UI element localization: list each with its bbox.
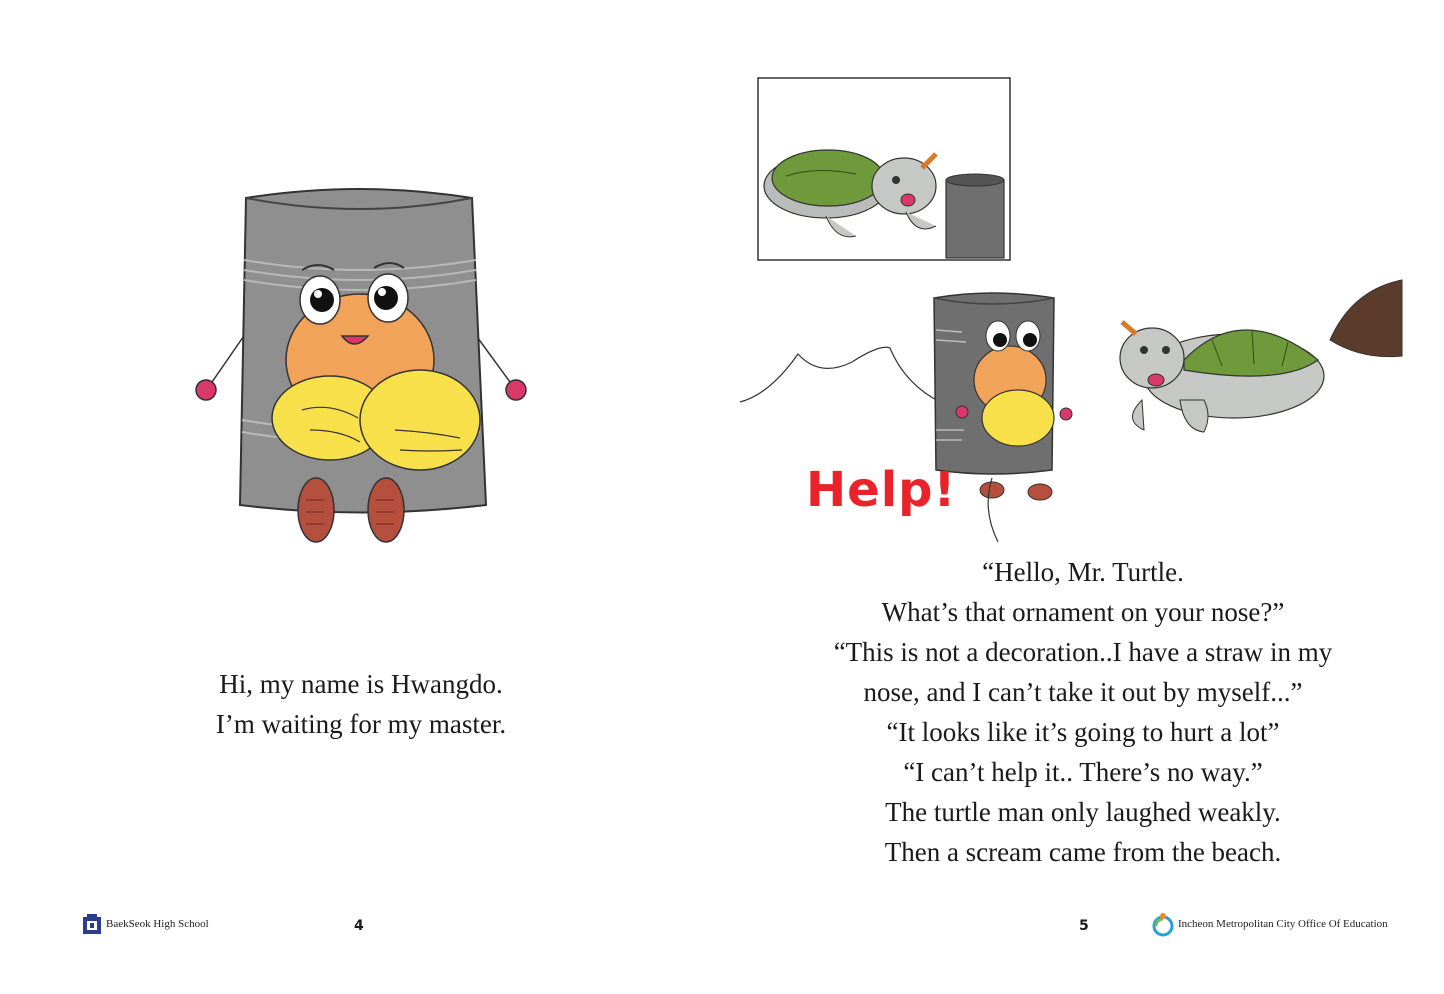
story-text-left (0, 664, 722, 744)
footer-school-name: BaekSeok High School (106, 918, 209, 930)
can-and-turtle-illustration (922, 280, 1402, 540)
right-page (722, 0, 1444, 994)
education-office-logo-icon (1152, 912, 1174, 936)
story-line: Then a scream came from the beach. (884, 837, 1282, 867)
story-line: nose, and I can’t take it out by myself...” (863, 677, 1303, 707)
school-logo-icon (82, 914, 102, 936)
page-number-right: 5 (1079, 918, 1089, 934)
story-line: “Hello, Mr. Turtle. (982, 557, 1184, 587)
story-line: I’m waiting for my master. (215, 709, 507, 739)
can-character-illustration (190, 180, 550, 560)
story-line: “It looks like it’s going to hurt a lot” (886, 717, 1280, 747)
story-line: “I can’t help it.. There’s no way.” (903, 757, 1263, 787)
story-line: Hi, my name is Hwangdo. (219, 669, 503, 699)
speech-bubble-outline (740, 344, 940, 454)
turtle-inset-illustration (756, 76, 1016, 266)
story-line: The turtle man only laughed weakly. (885, 797, 1281, 827)
footer-office-name: Incheon Metropolitan City Office Of Education (1178, 918, 1388, 930)
page-number-left: 4 (354, 918, 364, 934)
story-line: “This is not a decoration..I have a straw in my (833, 637, 1333, 667)
help-exclamation: Help! (806, 462, 957, 518)
story-text-right (722, 552, 1444, 872)
story-line: What’s that ornament on your nose?” (881, 597, 1285, 627)
